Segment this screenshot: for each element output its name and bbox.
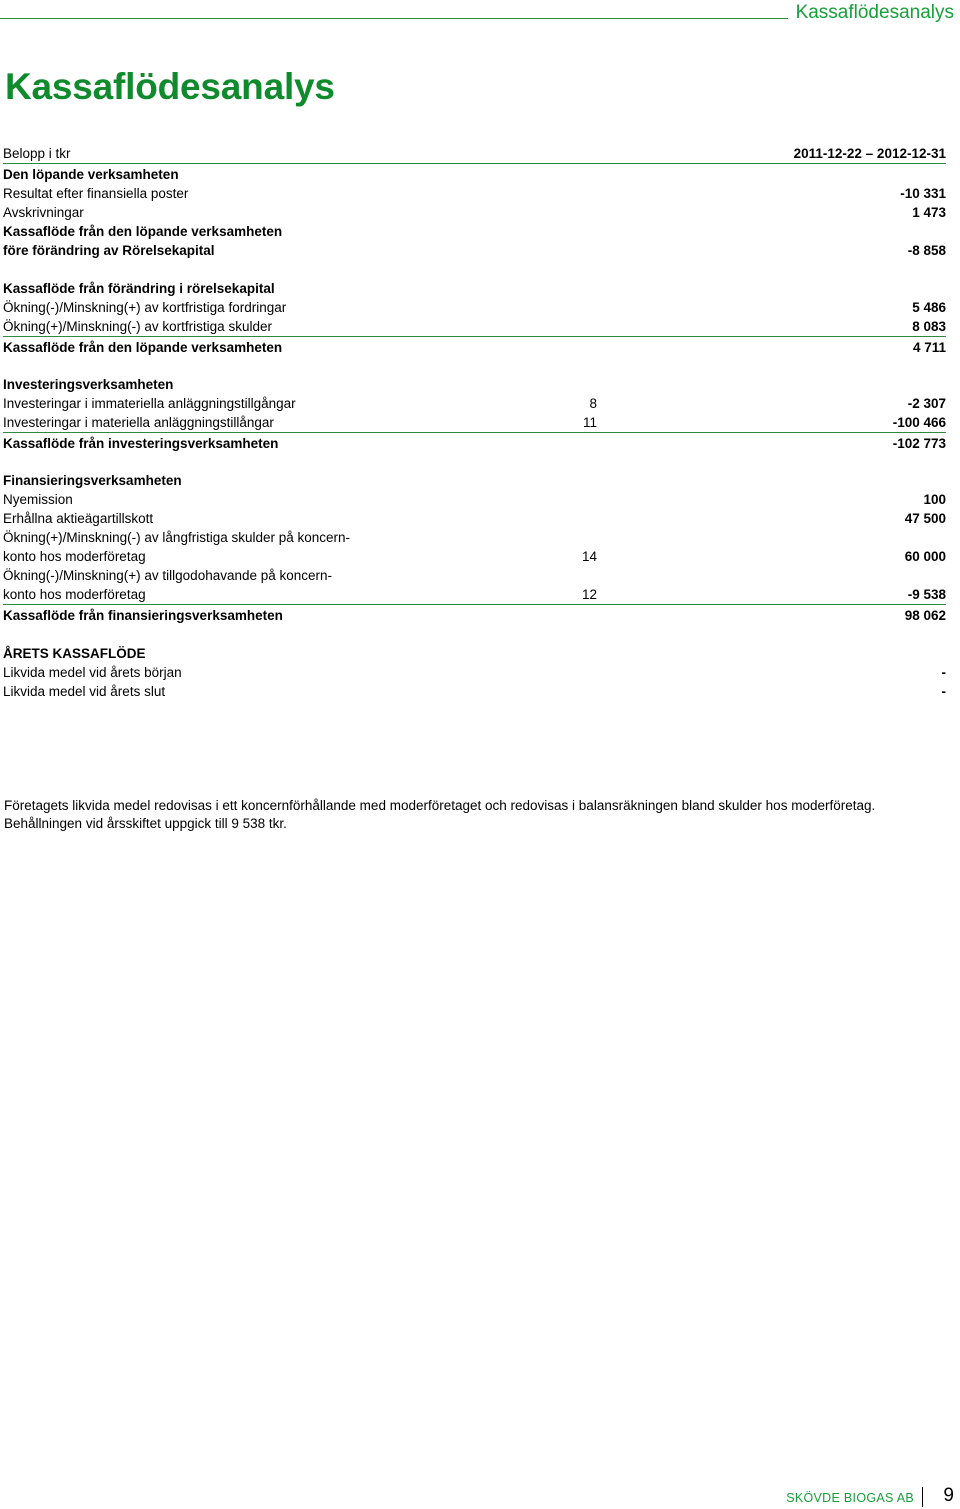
footnote-line: Företagets likvida medel redovisas i ett koncernförhållande med moderföretaget och redovisas i balansräkningen bland skulder hos moderföretag. bbox=[4, 798, 876, 813]
section-heading bbox=[3, 279, 946, 298]
row-label: Avskrivningar bbox=[3, 205, 84, 220]
row-label: Nyemission bbox=[3, 492, 73, 507]
row-value: -9 538 bbox=[907, 587, 946, 602]
note-ref: 14 bbox=[581, 549, 597, 564]
note-ref: 8 bbox=[589, 396, 597, 411]
row-value: 4 711 bbox=[912, 340, 946, 355]
row-value: 1 473 bbox=[912, 205, 946, 220]
table-row bbox=[3, 663, 946, 682]
row-value: 47 500 bbox=[904, 511, 946, 526]
header-rule bbox=[0, 18, 788, 19]
row-value: -100 466 bbox=[892, 415, 946, 430]
row-label: Likvida medel vid årets början bbox=[3, 665, 182, 680]
page-title: Kassaflödesanalys bbox=[5, 66, 335, 107]
row-label: före förändring av Rörelsekapital bbox=[3, 243, 215, 258]
page-number: 9 bbox=[943, 1485, 954, 1506]
subtotal-row bbox=[3, 241, 946, 260]
row-label: Erhållna aktieägartillskott bbox=[3, 511, 154, 526]
section-heading bbox=[3, 644, 946, 663]
footer-divider bbox=[922, 1487, 923, 1507]
table-row bbox=[3, 203, 946, 222]
row-label: ÅRETS KASSAFLÖDE bbox=[3, 646, 146, 661]
running-header-title: Kassaflödesanalys bbox=[795, 2, 954, 23]
table-row bbox=[3, 566, 946, 585]
row-label: Kassaflöde från den löpande verksamheten bbox=[3, 224, 283, 239]
row-value: - bbox=[941, 684, 946, 699]
row-label: Ökning(-)/Minskning(+) av tillgodohavande på koncern- bbox=[3, 568, 333, 583]
table-header-row bbox=[3, 144, 946, 164]
row-label: Investeringar i immateriella anläggningstillgångar bbox=[3, 396, 296, 411]
row-label: Kassaflöde från förändring i rörelsekapital bbox=[3, 281, 275, 296]
period-label: 2011-12-22 – 2012-12-31 bbox=[793, 146, 946, 161]
row-value: 100 bbox=[923, 492, 946, 507]
section-heading bbox=[3, 471, 946, 490]
row-label: Resultat efter finansiella poster bbox=[3, 186, 189, 201]
row-value: 5 486 bbox=[912, 300, 946, 315]
subtotal-row bbox=[3, 434, 946, 453]
row-value: -10 331 bbox=[900, 186, 946, 201]
table-row bbox=[3, 394, 946, 413]
row-label: konto hos moderföretag bbox=[3, 587, 146, 602]
table-row bbox=[3, 682, 946, 701]
row-label: Den löpande verksamheten bbox=[3, 167, 179, 182]
row-value: 8 083 bbox=[912, 319, 946, 334]
table-row bbox=[3, 298, 946, 317]
row-label: Ökning(+)/Minskning(-) av kortfristiga skulder bbox=[3, 319, 272, 334]
row-label: Kassaflöde från finansieringsverksamheten bbox=[3, 608, 283, 623]
note-ref: 11 bbox=[582, 415, 597, 430]
row-value: -2 307 bbox=[907, 396, 946, 411]
note-ref: 12 bbox=[581, 587, 597, 602]
table-row bbox=[3, 184, 946, 203]
row-label: Kassaflöde från den löpande verksamheten bbox=[3, 340, 283, 355]
row-label: Ökning(-)/Minskning(+) av kortfristiga fordringar bbox=[3, 300, 287, 315]
row-label: Kassaflöde från investeringsverksamheten bbox=[3, 436, 279, 451]
section-heading bbox=[3, 165, 946, 184]
footnote-line: Behållningen vid årsskiftet uppgick till 9 538 tkr. bbox=[4, 816, 287, 831]
row-label: konto hos moderföretag bbox=[3, 549, 146, 564]
row-label: Investeringsverksamheten bbox=[3, 377, 174, 392]
row-value: 98 062 bbox=[904, 608, 946, 623]
row-value: -102 773 bbox=[892, 436, 946, 451]
section-heading bbox=[3, 375, 946, 394]
company-name: SKÖVDE BIOGAS AB bbox=[786, 1491, 914, 1505]
row-label: Ökning(+)/Minskning(-) av långfristiga skulder på koncern- bbox=[3, 530, 351, 545]
table-row bbox=[3, 413, 946, 433]
row-label: Finansieringsverksamheten bbox=[3, 473, 182, 488]
row-label: Likvida medel vid årets slut bbox=[3, 684, 166, 699]
subtotal-row bbox=[3, 338, 946, 357]
table-row bbox=[3, 547, 946, 566]
unit-label: Belopp i tkr bbox=[3, 146, 71, 161]
row-label: Investeringar i materiella anläggningstillångar bbox=[3, 415, 274, 430]
footnote bbox=[4, 797, 944, 833]
row-value: - bbox=[941, 665, 946, 680]
subtotal-row bbox=[3, 222, 946, 241]
table-row bbox=[3, 490, 946, 509]
table-row bbox=[3, 585, 946, 605]
row-value: 60 000 bbox=[904, 549, 946, 564]
table-row bbox=[3, 528, 946, 547]
row-value: -8 858 bbox=[907, 243, 946, 258]
table-row bbox=[3, 317, 946, 337]
table-row bbox=[3, 509, 946, 528]
subtotal-row bbox=[3, 606, 946, 625]
